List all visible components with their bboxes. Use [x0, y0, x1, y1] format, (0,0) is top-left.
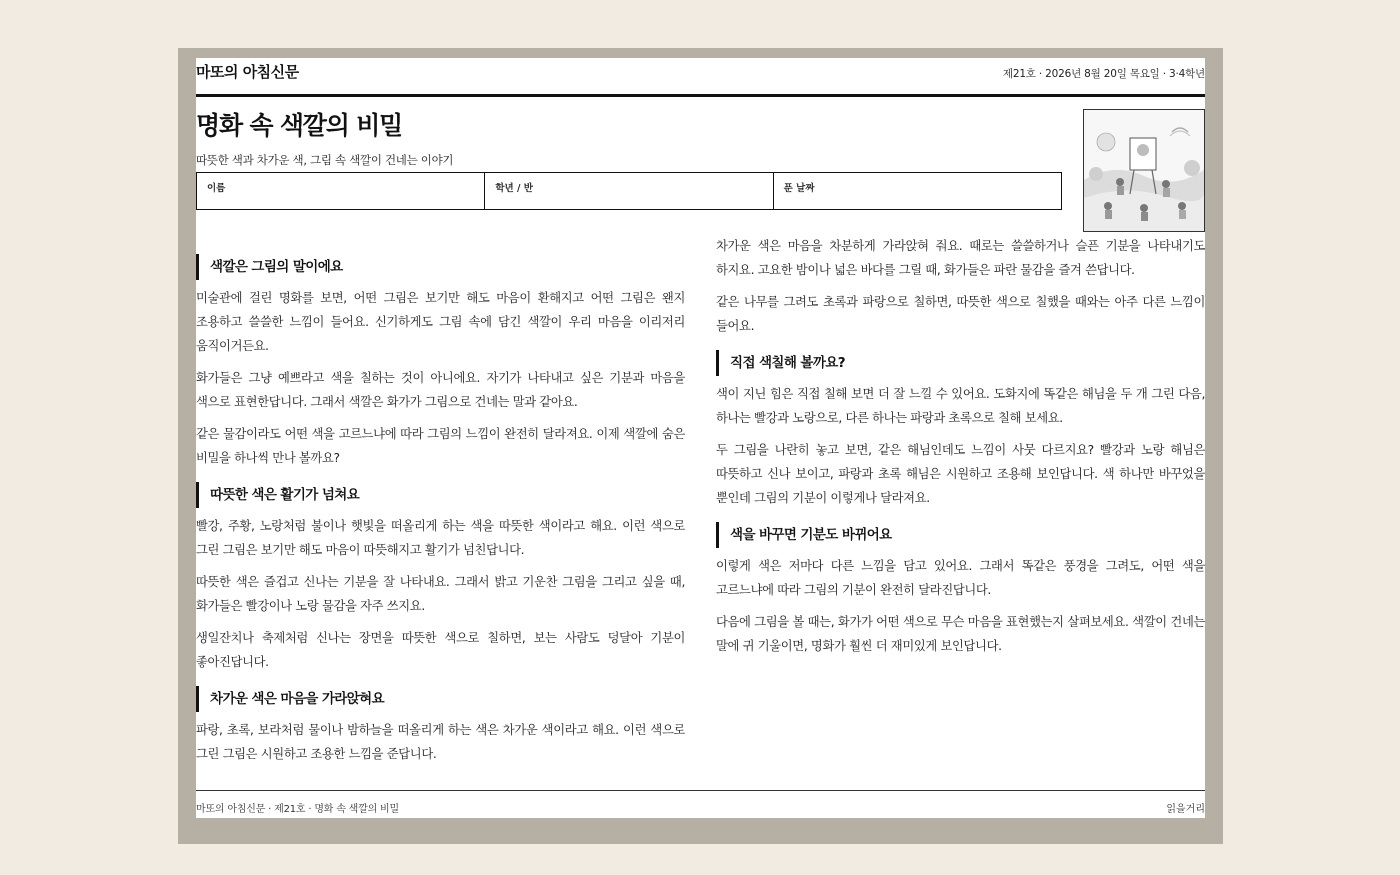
paragraph: 같은 물감이라도 어떤 색을 고르느냐에 따라 그림의 느낌이 완전히 달라져요. 이제 색깔에 숨은 비밀을 하나씩 만나 볼까요?: [196, 427, 685, 465]
right-column: [716, 234, 1205, 666]
section-heading: 색을 바꾸면 기분도 바뀌어요: [716, 522, 1205, 548]
article-title: 명화 속 색깔의 비밀: [196, 111, 403, 140]
paragraph: 미술관에 걸린 명화를 보면, 어떤 그림은 보기만 해도 마음이 환해지고 어떤 그림은 왠지 조용하고 쓸쓸한 느낌이 들어요. 신기하게도 그림 속에 담긴 색깔이 우리 마음을 이리저리 움직이거든요.: [196, 291, 685, 353]
paragraph: 화가들은 그냥 예쁘라고 색을 칠하는 것이 아니에요. 자기가 나타내고 싶은 기분과 마음을 색으로 표현한답니다. 그래서 색깔은 화가가 그림으로 건네는 말과 같아요.: [196, 371, 685, 409]
newspaper-name: 마또의 아침신문: [196, 63, 299, 81]
name-field[interactable]: [197, 173, 485, 209]
date-field[interactable]: [774, 173, 1061, 209]
article-subtitle: 따뜻한 색과 차가운 색, 그림 속 색깔이 건네는 이야기: [196, 153, 454, 167]
issue-info: 제21호 · 2026년 8월 20일 목요일 · 3·4학년: [1002, 68, 1205, 80]
paragraph: 색이 지닌 힘은 직접 칠해 보면 더 잘 느낄 수 있어요. 도화지에 똑같은 해님을 두 개 그린 다음, 하나는 빨강과 노랑으로, 다른 하나는 파랑과 초록으로 칠해 보세요.: [716, 387, 1205, 425]
page-frame: [178, 48, 1223, 844]
paragraph: 두 그림을 나란히 놓고 보면, 같은 해님인데도 느낌이 사뭇 다르지요? 빨강과 노랑 해님은 따뜻하고 신나 보이고, 파랑과 초록 해님은 시원하고 조용해 보인답니다. 색 하나만 바꾸었을 뿐인데 그림의 기분이 이렇게나 달라져요.: [716, 443, 1205, 505]
section-heading: 따뜻한 색은 활기가 넘쳐요: [196, 482, 685, 508]
date-field-label: 푼 날짜: [783, 183, 815, 194]
newspaper-sheet: [196, 58, 1205, 818]
masthead: [196, 58, 1205, 97]
children-painting-outdoors-illustration: [1084, 110, 1204, 231]
grade-class-field-label: 학년 / 반: [495, 183, 533, 194]
article-body: [196, 234, 1205, 782]
grade-class-field[interactable]: [485, 173, 773, 209]
paragraph: 따뜻한 색은 즐겁고 신나는 기분을 잘 나타내요. 그래서 밝고 기운찬 그림을 그리고 싶을 때, 화가들은 빨강이나 노랑 물감을 자주 쓰지요.: [196, 575, 685, 613]
paragraph: 이렇게 색은 저마다 다른 느낌을 담고 있어요. 그래서 똑같은 풍경을 그려도, 어떤 색을 고르느냐에 따라 그림의 기분이 완전히 달라진답니다.: [716, 559, 1205, 597]
name-field-label: 이름: [207, 183, 226, 194]
footer-category: 읽을거리: [1166, 804, 1205, 815]
page-footer: [196, 790, 1205, 819]
paragraph: 다음에 그림을 볼 때는, 화가가 어떤 색으로 무슨 마음을 표현했는지 살펴보세요. 색깔이 건네는 말에 귀 기울이면, 명화가 훨씬 더 재미있게 보인답니다.: [716, 615, 1205, 653]
paragraph: 차가운 색은 마음을 차분하게 가라앉혀 줘요. 때로는 쓸쓸하거나 슬픈 기분을 나타내기도 하지요. 고요한 밤이나 넓은 바다를 그릴 때, 화가들은 파란 물감을 즐겨 쓴답니다.: [716, 239, 1205, 277]
footer-credit: 마또의 아침신문 · 제21호 · 명화 속 색깔의 비밀: [196, 804, 399, 815]
painting-illustration: [1083, 109, 1205, 232]
paragraph: 같은 나무를 그려도 초록과 파랑으로 칠하면, 따뜻한 색으로 칠했을 때와는 아주 다른 느낌이 들어요.: [716, 295, 1205, 333]
section-heading: 차가운 색은 마음을 가라앉혀요: [196, 686, 685, 712]
paragraph: 빨강, 주황, 노랑처럼 불이나 햇빛을 떠올리게 하는 색을 따뜻한 색이라고 해요. 이런 색으로 그린 그림은 보기만 해도 마음이 따뜻해지고 활기가 넘친답니다.: [196, 519, 685, 557]
section-heading: 직접 색칠해 볼까요?: [716, 350, 1205, 376]
student-info-box: [196, 172, 1062, 210]
paragraph: 파랑, 초록, 보라처럼 물이나 밤하늘을 떠올리게 하는 색은 차가운 색이라고 해요. 이런 색으로 그린 그림은 시원하고 조용한 느낌을 준답니다.: [196, 723, 685, 761]
section-heading: 색깔은 그림의 말이에요: [196, 254, 685, 280]
left-column: [196, 246, 685, 774]
paragraph: 생일잔치나 축제처럼 신나는 장면을 따뜻한 색으로 칠하면, 보는 사람도 덩달아 기분이 좋아진답니다.: [196, 631, 685, 669]
